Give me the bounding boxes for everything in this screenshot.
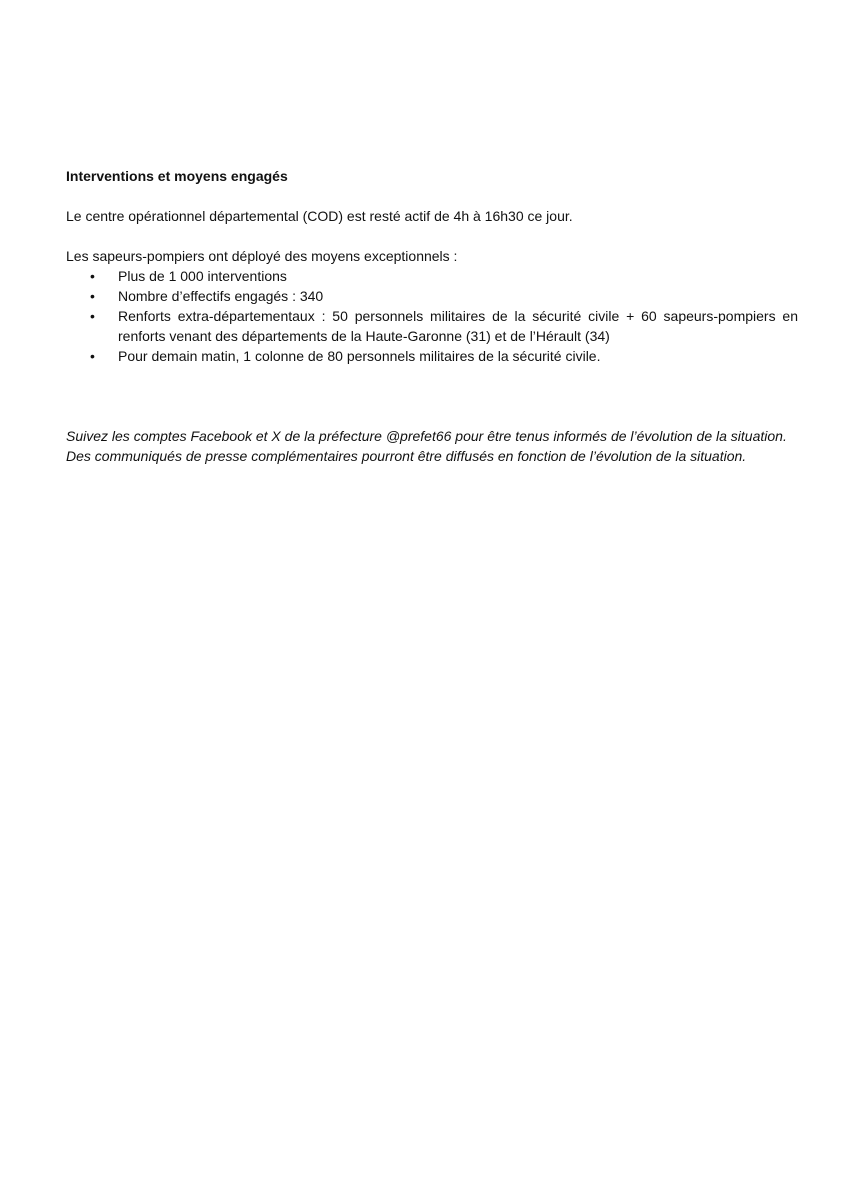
bullet-icon: • [90,268,95,284]
bullet-icon: • [90,308,95,324]
press-note: Des communiqués de presse complémentaires pourront être diffusés en fonction de l’évolution de la situation. [66,448,747,464]
cod-paragraph: Le centre opérationnel départemental (COD) est resté actif de 4h à 16h30 ce jour. [66,208,573,224]
bullet-icon: • [90,288,95,304]
list-item [66,266,798,286]
footer-notes [66,426,798,466]
bullet-icon: • [90,348,95,364]
list-item-text: Pour demain matin, 1 colonne de 80 personnels militaires de la sécurité civile. [118,348,601,364]
intro-paragraph: Les sapeurs-pompiers ont déployé des moyens exceptionnels : [66,248,458,264]
list-item-text: Nombre d’effectifs engagés : 340 [118,288,324,304]
list-item [66,346,798,366]
follow-note: Suivez les comptes Facebook et X de la préfecture @prefet66 pour être tenus informés de l’évolution de la situation. [66,428,787,444]
list-item [66,286,798,306]
section-title: Interventions et moyens engagés [66,168,288,184]
list-item [66,306,798,346]
list-item-text: Renforts extra-départementaux : 50 personnels militaires de la sécurité civile + 60 sapeurs-pompiers en renforts venant des départements de la Haute-Garonne (31) et de l’Hérault (34) [118,308,798,344]
bullet-list [66,266,798,366]
list-item-text: Plus de 1 000 interventions [118,268,287,284]
document-page [66,166,798,466]
